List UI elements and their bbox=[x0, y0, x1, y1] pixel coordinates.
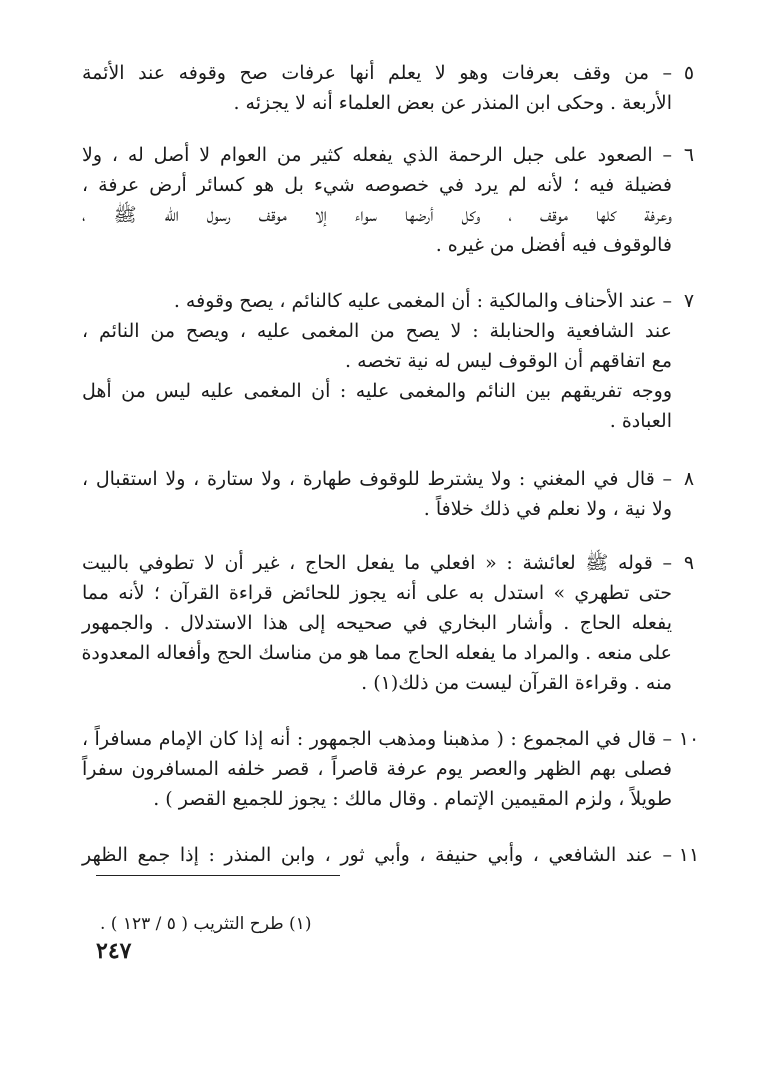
item-number: ٨ bbox=[683, 468, 695, 490]
text-line: – قال في المجموع : ( مذهبنا ومذهب الجمهور : أنه إذا كان الإمام مسافراً ، bbox=[82, 728, 672, 750]
list-item bbox=[82, 724, 700, 814]
text-line: العبادة . bbox=[609, 410, 672, 432]
text-line: فالوقوف فيه أفضل من غيره . bbox=[435, 234, 672, 256]
list-item bbox=[82, 286, 695, 436]
item-number: ٥ bbox=[683, 62, 695, 84]
item-number: ١١ bbox=[678, 844, 700, 866]
text-line: منه . وقراءة القرآن ليست من ذلك(١) . bbox=[361, 672, 672, 694]
text-line: على منعه . والمراد ما يفعله الحاج مما هو من مناسك الحج وأفعاله المعدودة bbox=[81, 642, 672, 664]
list-item bbox=[82, 840, 700, 870]
footnote: (١) طرح التثريب ( ٥ / ١٢٣ ) . bbox=[100, 914, 312, 934]
text-line: يفعله الحاج . وأشار البخاري في صحيحه إلى هذا الاستدلال . والجمهور bbox=[82, 612, 672, 634]
text-line: الأربعة . وحكى ابن المنذر عن بعض العلماء أنه لا يجزئه . bbox=[233, 92, 672, 114]
item-number: ٦ bbox=[683, 144, 695, 166]
footnote-divider bbox=[96, 875, 340, 876]
item-number: ٧ bbox=[683, 290, 695, 312]
item-number: ٩ bbox=[683, 552, 695, 574]
list-item bbox=[81, 548, 695, 698]
list-item bbox=[82, 140, 695, 260]
list-item bbox=[82, 58, 695, 118]
text-line: طويلاً ، ولزم المقيمين الإتمام . وقال مالك : يجوز للجميع القصر ) . bbox=[153, 788, 672, 810]
text-line: ولا نية ، ولا نعلم في ذلك خلافاً . bbox=[423, 498, 672, 520]
list-item bbox=[82, 464, 695, 524]
text-line: عند الشافعية والحنابلة : لا يصح من المغمى عليه ، ويصح من النائم ، bbox=[82, 320, 672, 342]
text-line: – قوله ﷺ لعائشة : « افعلي ما يفعل الحاج ، غير أن لا تطوفي بالبيت bbox=[82, 552, 672, 574]
text-line: – من وقف بعرفات وهو لا يعلم أنها عرفات صح وقوفه عند الأئمة bbox=[82, 62, 672, 84]
text-line: – قال في المغني : ولا يشترط للوقوف طهارة ، ولا ستارة ، ولا استقبال ، bbox=[82, 468, 672, 490]
text-line: حتى تطهري » استدل به على أنه يجوز للحائض قراءة القرآن ؛ لأنه مما bbox=[82, 582, 672, 604]
text-line: مع اتفاقهم أن الوقوف ليس له نية تخصه . bbox=[345, 350, 672, 372]
text-line: – الصعود على جبل الرحمة الذي يفعله كثير من العوام لا أصل له ، ولا bbox=[82, 144, 672, 166]
text-line: ووجه تفريقهم بين النائم والمغمى عليه : أن المغمى عليه ليس من أهل bbox=[82, 380, 672, 402]
text-line: وعرفة كلها موقف ، وكل أرضها سواء إلا موقف رسول الله ﷺ ، bbox=[82, 204, 672, 226]
text-line: فضيلة فيه ؛ لأنه لم يرد في خصوصه شيء بل هو كسائر أرض عرفة ، bbox=[82, 174, 672, 196]
page-number: ٢٤٧ bbox=[96, 938, 132, 964]
text-line: فصلى بهم الظهر والعصر يوم عرفة قاصراً ، قصر خلفه المسافرون سفراً bbox=[82, 758, 672, 780]
item-number: ١٠ bbox=[678, 728, 700, 750]
text-line: – عند الشافعي ، وأبي حنيفة ، وأبي ثور ، وابن المنذر : إذا جمع الظهر bbox=[82, 844, 672, 866]
text-line: – عند الأحناف والمالكية : أن المغمى عليه كالنائم ، يصح وقوفه . bbox=[173, 290, 672, 312]
